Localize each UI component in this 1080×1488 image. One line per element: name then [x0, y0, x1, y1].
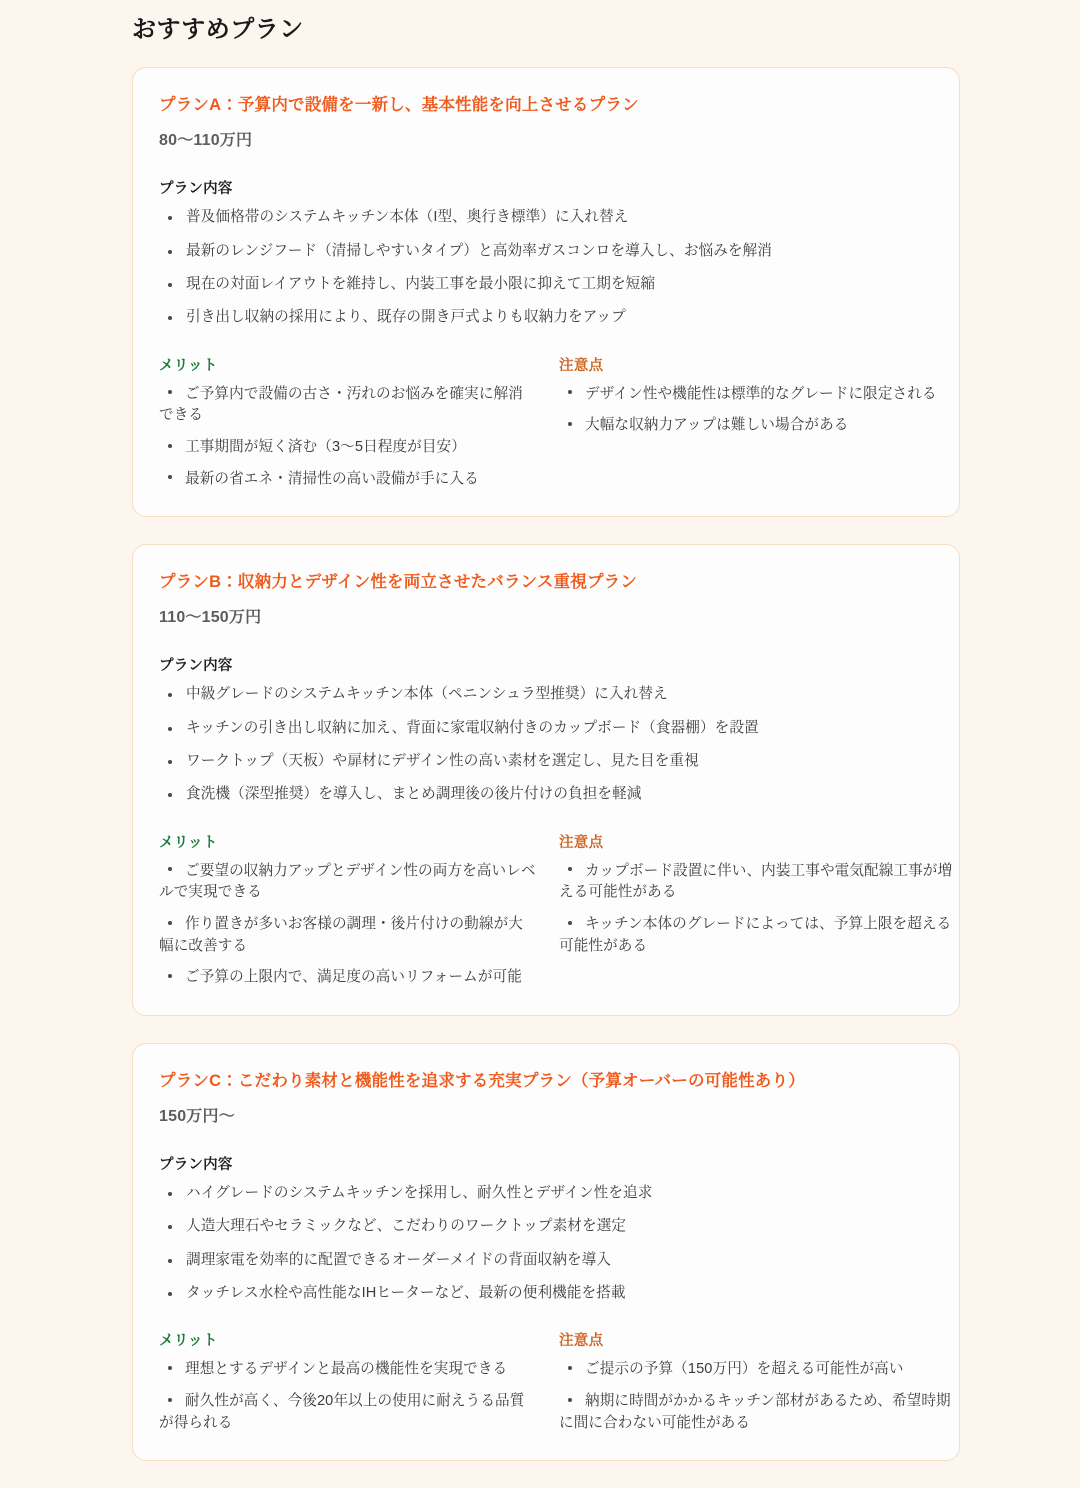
plan-content-item: ハイグレードのシステムキッチンを採用し、耐久性とデザイン性を追求 [159, 1183, 929, 1204]
plan-heading: プランB：収納力とデザイン性を両立させたバランス重視プラン [159, 573, 638, 592]
plan-content-item: 中級グレードのシステムキッチン本体（ペニンシュラ型推奨）に入れ替え [159, 684, 929, 705]
merit-item-text: 工事期間が短く済む（3〜5日程度が目安） [185, 439, 466, 456]
caution-list [559, 861, 959, 957]
bullet-icon [168, 444, 172, 448]
merit-list [159, 384, 537, 490]
plan-content-item: 食洗機（深型推奨）を導入し、まとめ調理後の後片付けの負担を軽減 [159, 784, 929, 805]
merit-item [159, 1391, 537, 1434]
plan-content-item: 現在の対面レイアウトを維持し、内装工事を最小限に抑えて工期を短縮 [159, 274, 929, 295]
bullet-icon [568, 422, 572, 426]
bullet-icon [168, 475, 172, 479]
caution-item [559, 861, 959, 904]
plan-content-item: ワークトップ（天板）や扉材にデザイン性の高い素材を選定し、見た目を重視 [159, 751, 929, 772]
bullet-icon [568, 921, 572, 925]
merit-item [159, 384, 537, 427]
plan-content-label: プラン内容 [159, 1157, 233, 1174]
bullet-icon [168, 921, 172, 925]
caution-heading: 注意点 [559, 1333, 604, 1350]
plan-content-item: 最新のレンジフード（清掃しやすいタイプ）と高効率ガスコンロを導入し、お悩みを解消 [159, 241, 929, 262]
plan-content-list [159, 1183, 929, 1303]
bullet-icon [568, 867, 572, 871]
plan-content-item: 引き出し収納の採用により、既存の開き戸式よりも収納力をアップ [159, 307, 929, 328]
plan-content-item: タッチレス水栓や高性能なIHヒーターなど、最新の便利機能を搭載 [159, 1283, 929, 1304]
merit-item-text: 最新の省エネ・清掃性の高い設備が手に入る [185, 470, 479, 487]
merit-item [159, 967, 537, 989]
merit-list [159, 861, 537, 989]
caution-item [559, 914, 959, 957]
caution-item [559, 1391, 959, 1434]
plan-content-list [159, 207, 929, 327]
merit-item-text: 理想とするデザインと最高の機能性を実現できる [185, 1361, 508, 1378]
plan-price: 150万円〜 [159, 1108, 235, 1126]
merit-caution-row [159, 1329, 951, 1434]
plan-card [132, 1043, 960, 1461]
caution-item-text: カップボード設置に伴い、内装工事や電気配線工事が増える可能性がある [559, 862, 953, 901]
merit-item [159, 437, 537, 459]
caution-item [559, 384, 959, 406]
caution-list [559, 1359, 959, 1434]
bullet-icon [568, 390, 572, 394]
caution-column [559, 1329, 959, 1434]
merit-item-text: ご予算内で設備の古さ・汚れのお悩みを確実に解消できる [159, 385, 523, 424]
merit-item-text: 作り置きが多いお客様の調理・後片付けの動線が大幅に改善する [159, 916, 523, 954]
plan-content-item: 普及価格帯のシステムキッチン本体（I型、奥行き標準）に入れ替え [159, 207, 929, 228]
merit-column [159, 1329, 559, 1434]
caution-item-text: ご提示の予算（150万円）を超える可能性が高い [585, 1361, 904, 1378]
plan-content-label: プラン内容 [159, 658, 233, 675]
merit-item [159, 1359, 537, 1381]
plan-card [132, 67, 960, 517]
plan-price: 80〜110万円 [159, 132, 253, 150]
merit-item-text: ご要望の収納力アップとデザイン性の両方を高いレベルで実現できる [159, 862, 536, 901]
caution-column [559, 831, 959, 957]
merit-list [159, 1359, 537, 1434]
merit-heading: メリット [159, 357, 218, 374]
merit-caution-row [159, 354, 937, 490]
plan-content-item: 人造大理石やセラミックなど、こだわりのワークトップ素材を選定 [159, 1216, 929, 1237]
plan-content-item: キッチンの引き出し収納に加え、背面に家電収納付きのカップボード（食器棚）を設置 [159, 718, 929, 739]
bullet-icon [568, 1366, 572, 1370]
caution-column [559, 354, 959, 437]
caution-list [559, 384, 959, 437]
caution-heading: 注意点 [559, 834, 604, 851]
caution-item-text: デザイン性や機能性は標準的なグレードに限定される [585, 385, 937, 402]
bullet-icon [168, 867, 172, 871]
caution-heading: 注意点 [559, 357, 604, 374]
bullet-icon [168, 1366, 172, 1370]
caution-item-text: キッチン本体のグレードによっては、予算上限を超える可能性がある [559, 916, 952, 954]
plan-card-list [132, 67, 960, 1461]
bullet-icon [568, 1398, 572, 1402]
merit-item [159, 914, 537, 957]
caution-item [559, 1359, 959, 1381]
plan-content-list [159, 684, 929, 804]
merit-item-text: ご予算の上限内で、満足度の高いリフォームが可能 [185, 969, 522, 986]
merit-heading: メリット [159, 1333, 218, 1350]
bullet-icon [168, 974, 172, 978]
plan-content-label: プラン内容 [159, 181, 233, 198]
caution-item-text: 納期に時間がかかるキッチン部材があるため、希望時期に間に合わない可能性がある [559, 1393, 951, 1431]
merit-column [159, 831, 559, 989]
merit-item [159, 469, 537, 491]
plan-content-item: 調理家電を効率的に配置できるオーダーメイドの背面収納を導入 [159, 1250, 929, 1271]
merit-column [159, 354, 559, 490]
plan-heading: プランA：予算内で設備を一新し、基本性能を向上させるプラン [159, 96, 639, 115]
merit-item [159, 861, 537, 904]
plan-price: 110〜150万円 [159, 609, 262, 627]
plan-heading: プランC：こだわり素材と機能性を追求する充実プラン（予算オーバーの可能性あり） [159, 1071, 805, 1090]
caution-item-text: 大幅な収納力アップは難しい場合がある [585, 417, 849, 434]
caution-item [559, 415, 959, 437]
bullet-icon [168, 1398, 172, 1402]
merit-item-text: 耐久性が高く、今後20年以上の使用に耐えうる品質が得られる [159, 1393, 525, 1431]
page-title: おすすめプラン [132, 16, 304, 43]
merit-caution-row [159, 831, 953, 989]
bullet-icon [168, 390, 172, 394]
merit-heading: メリット [159, 834, 218, 851]
plan-card [132, 544, 960, 1016]
